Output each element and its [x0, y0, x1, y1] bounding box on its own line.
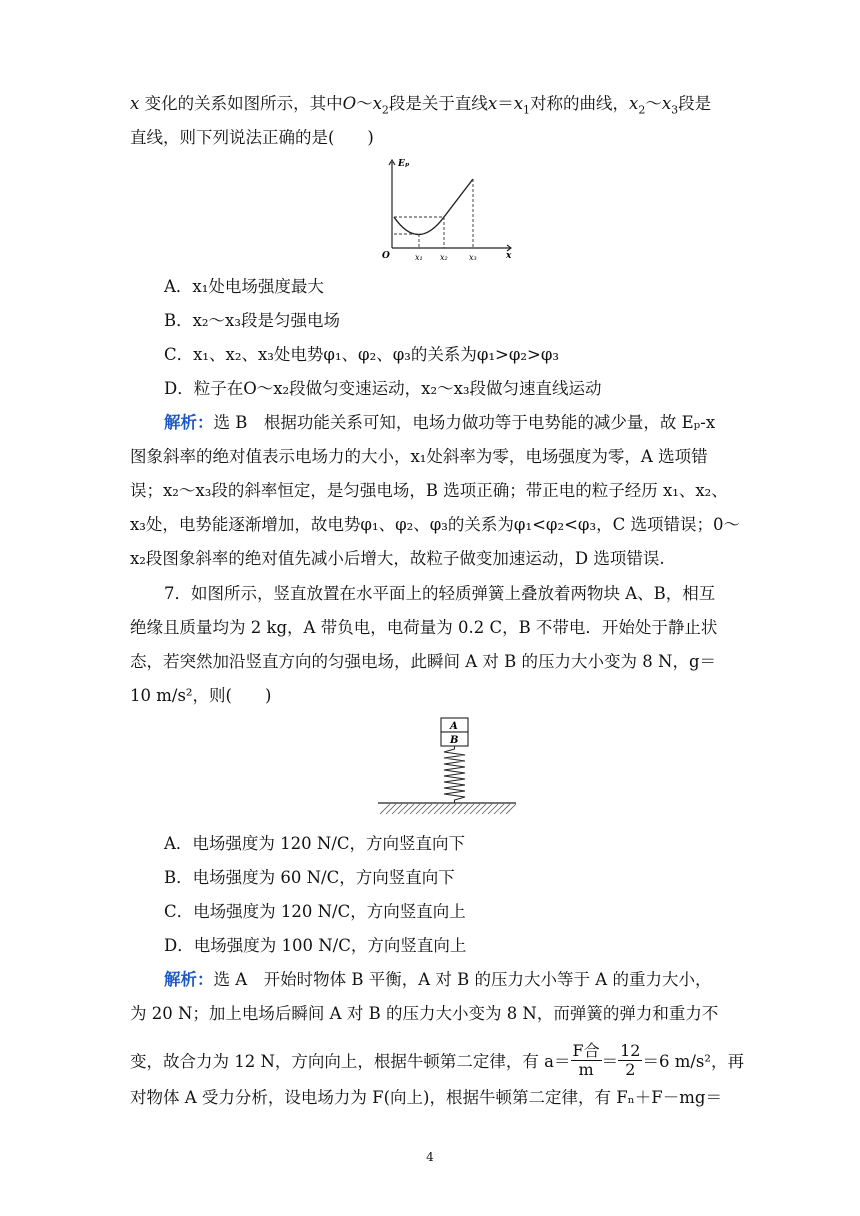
q7-analysis-text-3a: 变，故合力为 12 N，方向向上，根据牛顿第二定律，有 a＝ [130, 1052, 571, 1071]
q7-stem-line3: 态，若突然加沿竖直方向的匀强电场，此瞬间 A 对 B 的压力大小变为 8 N，g＝ [130, 652, 717, 671]
ep-x-graph [378, 154, 518, 264]
fraction-1-denominator: m [578, 1060, 594, 1079]
q7-analysis-text-3b: ＝6 m/s²，再 [642, 1052, 745, 1071]
page-number: 4 [426, 1150, 434, 1164]
spring-coil [444, 746, 465, 803]
block-b-label: B [450, 735, 459, 746]
ground-hatching [380, 804, 516, 814]
fraction-2-denominator: 2 [625, 1060, 636, 1079]
q6-stem-line1: x 变化的关系如图所示，其中$O\sim x_2$段是关于直线$x=x_1$对称的曲线，$x_2\sim x_3$段是 [130, 94, 712, 117]
graph-xlabel: x [506, 251, 512, 261]
q7-option-b: B．电场强度为 60 N/C，方向竖直向下 [164, 868, 455, 887]
graph-tick-x2: x₂ [440, 253, 448, 262]
q6-analysis-line1 [164, 411, 764, 435]
fraction-2-numerator: 12 [620, 1041, 641, 1060]
q7-answer-label: 解析： [164, 970, 214, 989]
block-a-label: A [450, 721, 458, 732]
spring-figure [376, 716, 518, 820]
q6-answer-label: 解析： [164, 413, 214, 432]
q7-option-c: C．电场强度为 120 N/C，方向竖直向上 [164, 902, 466, 921]
q7-stem-line2: 绝缘且质量均为 2 kg，A 带负电，电荷量为 0.2 C，B 不带电．开始处于静止状 [130, 618, 718, 637]
q6-analysis-line3: 误；x₂～x₃段的斜率恒定，是匀强电场，B 选项正确；带正电的粒子经历 x₁、x₂、 [130, 481, 728, 500]
q6-option-a: A．x₁处电场强度最大 [164, 277, 324, 296]
fraction-12-over-2 [618, 1042, 642, 1079]
q6-stem-text-c: 对称的曲线， [530, 94, 630, 113]
fraction-1-numerator: F合 [572, 1041, 600, 1060]
q6-analysis-text-1: 选 B 根据功能关系可知，电场力做功等于电势能的减少量，故 Eₚ-x [213, 413, 716, 432]
graph-tick-x3: x₃ [469, 253, 477, 262]
q7-analysis-line4: 对物体 A 受力分析，设电场力为 F(向上)，根据牛顿第二定律，有 Fₙ＋F－mg＝ [130, 1088, 722, 1107]
equals-sign: ＝ [601, 1052, 619, 1071]
q7-stem-line4: 10 m/s²，则( ) [130, 686, 272, 705]
q6-analysis-line5: x₂段图象斜率的绝对值先减小后增大，故粒子做变加速运动，D 选项错误. [130, 549, 665, 568]
q6-analysis-line4: x₃处，电势能逐渐增加，故电势φ₁、φ₂、φ₃的关系为φ₁<φ₂<φ₃，C 选项错误；0～ [130, 515, 740, 534]
q6-analysis-line2: 图象斜率的绝对值表示电场力的大小，x₁处斜率为零，电场强度为零，A 选项错 [130, 447, 708, 466]
q6-option-c: C．x₁、x₂、x₃处电势φ₁、φ₂、φ₃的关系为φ₁>φ₂>φ₃ [164, 345, 560, 364]
q6-option-b: B．x₂～x₃段是匀强电场 [164, 311, 340, 330]
q7-analysis-line3 [130, 1041, 745, 1081]
q7-stem-line1: 7．如图所示，竖直放置在水平面上的轻质弹簧上叠放着两物块 A、B，相互 [164, 584, 716, 603]
graph-origin: O [382, 251, 390, 261]
graph-ylabel: Eₚ [398, 159, 410, 169]
q7-option-a: A．电场强度为 120 N/C，方向竖直向下 [164, 834, 466, 853]
q6-stem-text-d: 段是 [678, 94, 712, 113]
q7-analysis-text-1: 选 A 开始时物体 B 平衡，A 对 B 的压力大小等于 A 的重力大小， [213, 970, 712, 989]
q6-option-d: D．粒子在O～x₂段做匀变速运动，x₂～x₃段做匀速直线运动 [164, 379, 602, 398]
q7-option-d: D．电场强度为 100 N/C，方向竖直向上 [164, 936, 467, 955]
fraction-f-over-m [571, 1042, 602, 1079]
q7-analysis-line1 [164, 968, 764, 992]
q6-stem-text-a: 变化的关系如图所示，其中 [144, 94, 343, 113]
q7-analysis-line2: 为 20 N；加上电场后瞬间 A 对 B 的压力大小变为 8 N，而弹簧的弹力和重力不 [130, 1004, 719, 1023]
graph-tick-x1: x₁ [415, 253, 423, 262]
ep-curve [394, 179, 473, 235]
q6-stem-line2: 直线，则下列说法正确的是( ) [130, 128, 374, 147]
q6-stem-text-b: 段是关于直线 [388, 94, 488, 113]
